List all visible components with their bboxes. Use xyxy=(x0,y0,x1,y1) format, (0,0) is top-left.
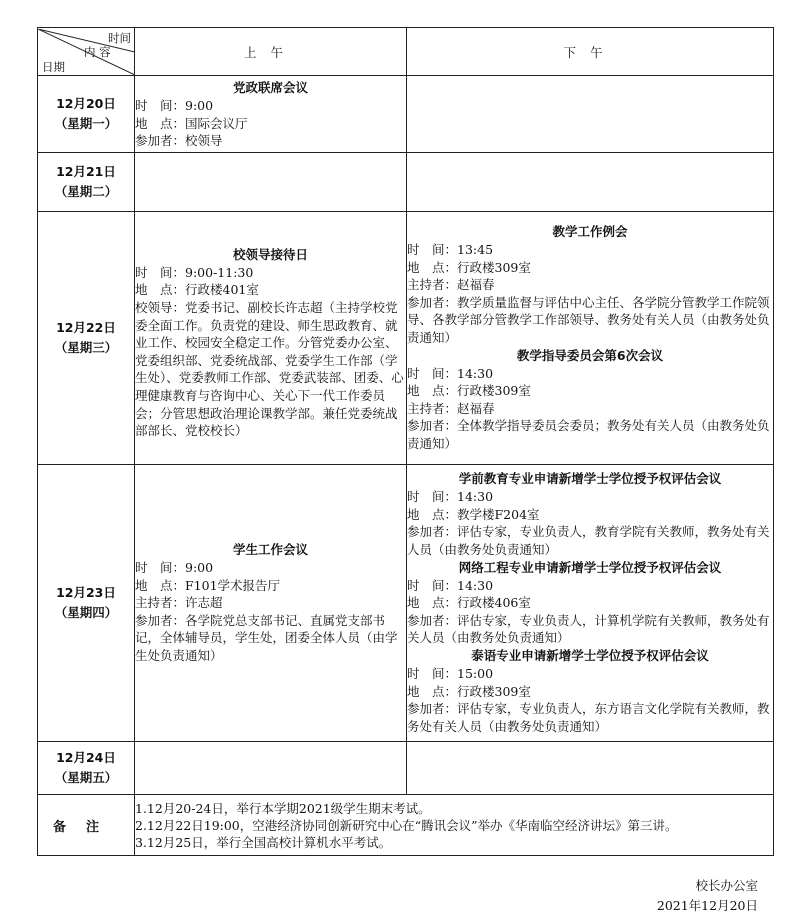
diag-label-content: 内 容 xyxy=(84,44,111,59)
event xyxy=(407,470,773,558)
event-line: 时 间：13:45 xyxy=(407,241,494,257)
remark-item: 2.12月22日19:00，空港经济协同创新研究中心在“腾讯会议”举办《华南临空经济讲坛》第三讲。 xyxy=(135,817,678,833)
event-line: 参加者：评估专家，专业负责人，东方语言文化学院有关教师，教务处有关人员（由教务处负责通知） xyxy=(407,701,770,734)
weekday-label: （星期五） xyxy=(54,770,118,786)
weekly-schedule-table xyxy=(37,27,774,856)
remarks-cell xyxy=(135,795,774,856)
event-title: 泰语专业申请新增学士学位授予权评估会议 xyxy=(471,647,709,663)
day-row xyxy=(38,76,774,153)
afternoon-cell xyxy=(407,741,774,794)
event-line: 参加者：评估专家，专业负责人，计算机学院有关教师，教务处有关人员（由教务处负责通知） xyxy=(407,612,770,646)
weekday-label: （星期四） xyxy=(54,604,118,620)
event-title: 教学工作例会 xyxy=(552,223,628,239)
event-line: 参加者：全体教学指导委员会委员；教务处有关人员（由教务处负责通知） xyxy=(407,418,770,451)
event-line: 时 间：14:30 xyxy=(407,489,494,505)
event xyxy=(407,559,773,647)
event-title: 学生工作会议 xyxy=(232,541,308,557)
event-line: 主持者：赵福春 xyxy=(407,277,495,293)
event-line: 时 间：14:30 xyxy=(407,577,494,593)
date-cell xyxy=(38,76,135,153)
event-line: 参加者：校领导 xyxy=(135,133,223,149)
morning-cell xyxy=(135,153,407,212)
weekday-label: （星期一） xyxy=(54,116,118,132)
event-title: 网络工程专业申请新增学士学位授予权评估会议 xyxy=(458,559,722,575)
remark-item: 1.12月20-24日，举行本学期2021级学生期末考试。 xyxy=(135,800,431,816)
day-row xyxy=(38,741,774,794)
event-line: 地 点：行政楼401室 xyxy=(135,282,259,298)
event-line: 地 点：行政楼309室 xyxy=(407,383,531,399)
date-cell xyxy=(38,211,135,464)
event xyxy=(135,541,406,665)
event xyxy=(407,223,773,347)
date-cell xyxy=(38,741,135,794)
morning-cell xyxy=(135,211,407,464)
morning-cell xyxy=(135,464,407,741)
day-row xyxy=(38,464,774,741)
event-line: 参加者：各学院党总支部书记、直属党支部书记，全体辅导员，学生处，团委全体人员（由学生处负责通知） xyxy=(135,612,398,663)
afternoon-cell xyxy=(407,153,774,212)
date-label: 12月21日 xyxy=(56,164,116,180)
morning-cell xyxy=(135,741,407,794)
diag-label-time: 时间 xyxy=(108,30,131,45)
event-line: 时 间：9:00 xyxy=(135,559,214,575)
event xyxy=(407,347,773,453)
event-line: 主持者：赵福春 xyxy=(407,400,495,416)
afternoon-cell xyxy=(407,211,774,464)
day-row xyxy=(38,211,774,464)
footer-office: 校长办公室 xyxy=(695,878,758,893)
event-line: 地 点：行政楼309室 xyxy=(407,683,531,699)
afternoon-cell xyxy=(407,464,774,741)
event-line: 时 间：9:00 xyxy=(135,97,214,113)
event-title: 教学指导委员会第6次会议 xyxy=(516,347,664,363)
date-label: 12月23日 xyxy=(56,584,116,600)
header-row xyxy=(38,28,774,76)
event-title: 校领导接待日 xyxy=(232,246,308,262)
event-line: 参加者：评估专家，专业负责人，教育学院有关教师，教务处有关人员（由教务处负责通知） xyxy=(407,524,770,557)
morning-cell xyxy=(135,76,407,153)
event-line: 地 点：F101学术报告厅 xyxy=(135,577,281,593)
event-line: 主持者：许志超 xyxy=(135,595,223,611)
event-line: 地 点：教学楼F204室 xyxy=(407,506,540,522)
remarks-label: 备注 xyxy=(38,795,135,856)
date-cell xyxy=(38,464,135,741)
event-line: 时 间：9:00-11:30 xyxy=(135,264,254,280)
date-label: 12月22日 xyxy=(56,319,116,335)
event-line: 地 点：行政楼406室 xyxy=(407,595,531,611)
weekday-label: （星期二） xyxy=(54,184,118,200)
date-cell xyxy=(38,153,135,212)
remarks-row xyxy=(38,795,774,856)
diag-label-date: 日期 xyxy=(42,59,65,74)
remark-item: 3.12月25日，举行全国高校计算机水平考试。 xyxy=(135,834,392,850)
day-row xyxy=(38,153,774,212)
event-line: 参加者：教学质量监督与评估中心主任、各学院分管教学工作院领导、各教学部分管教学工作部领导、教务处有关人员（由教务处负责通知） xyxy=(407,294,770,345)
morning-header: 上午 xyxy=(135,28,407,76)
footer-date: 2021年12月20日 xyxy=(656,898,758,913)
afternoon-header: 下午 xyxy=(407,28,774,76)
date-label: 12月20日 xyxy=(56,96,116,112)
event-line: 地 点：国际会议厅 xyxy=(135,115,248,131)
event-title: 党政联席会议 xyxy=(232,79,308,95)
event-line: 地 点：行政楼309室 xyxy=(407,259,531,275)
event-line: 校领导：党委书记、副校长许志超（主持学校党委全面工作。负责党的建设、师生思政教育、就业工作、校园安全稳定工作。分管党委办公室、党委组织部、党委统战部、党委学生工作部（学生处）、党委教师工作部、党委武装部、团委、心理健康教育与咨询中心、关心下一代工作委员会；分管思想政治理论课教学部。兼任党委统战部部长、党校校长） xyxy=(135,299,404,439)
weekday-label: （星期三） xyxy=(54,339,118,355)
event-line: 时 间：14:30 xyxy=(407,365,494,381)
event xyxy=(135,246,406,440)
event xyxy=(135,79,406,150)
event xyxy=(407,647,773,735)
event-line: 时 间：15:00 xyxy=(407,665,494,681)
event-title: 学前教育专业申请新增学士学位授予权评估会议 xyxy=(458,471,722,487)
afternoon-cell xyxy=(407,76,774,153)
date-label: 12月24日 xyxy=(56,750,116,766)
diagonal-header-cell xyxy=(38,28,135,76)
